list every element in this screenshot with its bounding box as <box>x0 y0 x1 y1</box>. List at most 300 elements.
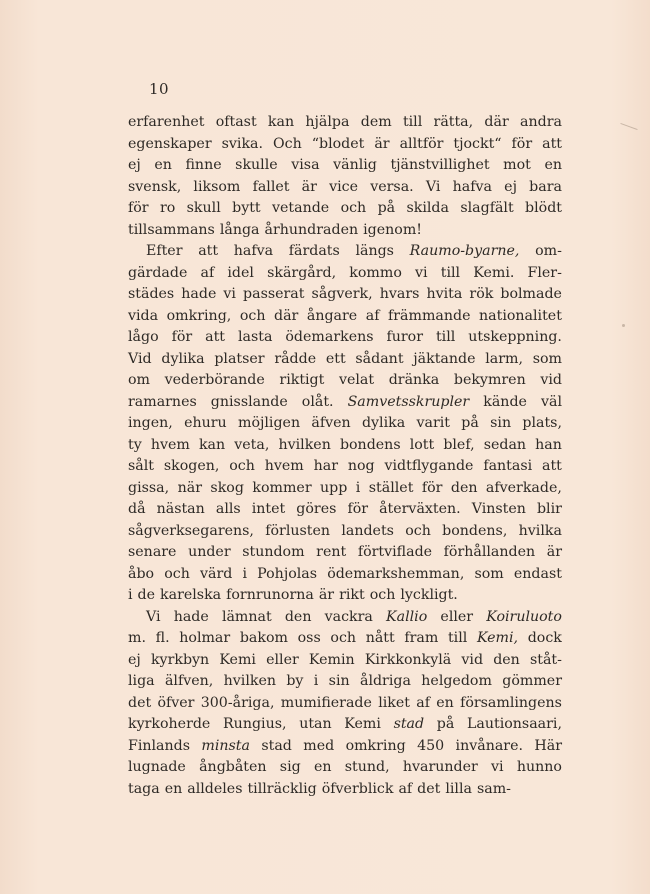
word: vid <box>461 651 484 668</box>
word: senare <box>128 544 177 560</box>
text-line <box>128 779 562 801</box>
word: lågo <box>128 329 159 345</box>
word: hvars <box>379 286 420 302</box>
word: en <box>436 694 454 711</box>
word: Och <box>273 135 302 152</box>
word: att <box>205 329 226 345</box>
word: kan <box>198 436 226 453</box>
word: ståt- <box>529 651 562 668</box>
word: bekymren <box>453 372 526 388</box>
text-line <box>128 456 562 478</box>
word: är <box>546 544 562 560</box>
text-line <box>128 392 562 414</box>
word: ödemarkshemman, <box>327 565 465 582</box>
word: kommer <box>252 479 312 496</box>
word: vi <box>415 264 428 281</box>
word: m. <box>128 630 146 646</box>
word: alls <box>215 501 241 517</box>
word: blir <box>536 501 562 517</box>
text-line <box>128 112 562 134</box>
word: den <box>284 608 312 625</box>
word: vackra <box>324 608 373 625</box>
word: i <box>313 673 319 689</box>
word: slagfält <box>460 200 514 216</box>
word: idel <box>227 264 254 281</box>
text-line <box>128 564 562 586</box>
word: af <box>398 780 413 797</box>
word: rådde <box>274 350 317 367</box>
word: stundom <box>242 544 305 560</box>
word: att <box>198 243 219 259</box>
word: eller <box>440 608 474 625</box>
word: karelska <box>160 587 222 603</box>
word: egenskaper <box>128 135 212 152</box>
word: by <box>286 673 304 689</box>
word: för <box>421 479 443 496</box>
word: för <box>347 501 369 517</box>
word: liket <box>378 694 410 711</box>
word: sålt <box>128 458 154 474</box>
word: tjänstvillighet <box>390 157 490 173</box>
word: vetande <box>272 200 330 216</box>
word: fram <box>404 630 439 646</box>
word: gissa, <box>128 479 170 496</box>
word: och <box>229 458 255 474</box>
text-line <box>128 370 562 392</box>
word: han <box>535 436 562 453</box>
word: landets <box>341 522 394 539</box>
word: fornrunorna <box>226 587 314 603</box>
word: en <box>154 157 172 173</box>
word: sin <box>490 415 512 431</box>
word: Samvetsskrupler <box>347 393 470 410</box>
word: ro <box>159 200 176 216</box>
word: den <box>493 651 520 668</box>
word: till <box>447 630 468 646</box>
word: ej <box>128 651 141 668</box>
word: och <box>164 565 190 582</box>
word: ödemarkens <box>285 329 374 345</box>
word: nationalitet <box>479 307 562 324</box>
word: rätta, <box>433 114 474 130</box>
word: det <box>417 780 441 797</box>
word: sådant <box>355 350 404 367</box>
word: till <box>435 329 456 345</box>
word: erfarenhet <box>128 114 205 130</box>
word: Kemi <box>219 651 256 668</box>
word: en <box>544 157 562 173</box>
word: lugnade <box>128 759 186 775</box>
text-line <box>128 736 562 758</box>
word: lott <box>409 436 435 453</box>
word: Finlands <box>128 737 191 754</box>
word: igenom! <box>363 221 422 238</box>
word: utan <box>299 716 332 732</box>
word: minsta <box>201 737 250 754</box>
word: Lautionsaari, <box>467 716 562 732</box>
word: alltför <box>399 135 444 152</box>
word: älfven, <box>164 673 214 689</box>
word: platser <box>214 350 265 367</box>
word: Kemin <box>308 651 355 668</box>
word: öfverblick <box>321 780 394 797</box>
word: öfver <box>157 694 195 711</box>
word: kan <box>267 114 295 130</box>
word: veta, <box>234 436 270 453</box>
word: Kemi <box>344 716 381 732</box>
word: på <box>436 716 455 732</box>
word: Pohjolas <box>257 565 318 582</box>
word: bolmade <box>500 286 562 302</box>
word: då <box>128 501 146 517</box>
text-line <box>128 757 562 779</box>
word: omkring, <box>166 307 232 324</box>
text-line <box>128 327 562 349</box>
word: som <box>474 565 504 582</box>
word: sin <box>328 673 350 689</box>
word: vida <box>128 307 159 324</box>
word: af <box>365 307 380 324</box>
word: ångbåten <box>199 759 267 775</box>
word: alldeles <box>187 780 243 797</box>
word: nästan <box>156 501 205 517</box>
word: stället <box>368 479 414 496</box>
text-line <box>128 499 562 521</box>
word: färdats <box>288 243 340 259</box>
word: ångare <box>306 307 358 324</box>
paper-speck <box>622 324 625 327</box>
word: oftast <box>215 114 257 130</box>
word: att <box>542 135 562 152</box>
word: Efter <box>146 243 183 259</box>
word: Vid <box>128 350 152 367</box>
word: för <box>511 135 533 152</box>
word: förhållanden <box>443 544 536 560</box>
word: gömmer <box>502 673 562 689</box>
word: nått <box>365 630 395 646</box>
word: ej <box>504 178 517 195</box>
word: vice <box>329 178 359 195</box>
word: larm, <box>485 350 523 367</box>
text-line <box>128 628 562 650</box>
word: Kallio <box>386 608 428 625</box>
word: på <box>377 200 396 216</box>
word: skogen, <box>163 458 220 474</box>
word: fantasi <box>483 458 533 474</box>
word: Koiruluoto <box>486 608 562 625</box>
word: Kemi, <box>476 630 519 646</box>
text-line <box>128 478 562 500</box>
text-line <box>128 521 562 543</box>
word: 300-åriga, <box>200 694 275 711</box>
word: städes <box>128 286 175 302</box>
text-line <box>128 263 562 285</box>
word: till <box>440 264 461 281</box>
word: endast <box>513 565 562 582</box>
word: kyrkoherde <box>128 716 211 732</box>
word: upp <box>320 479 348 496</box>
word: kände <box>483 393 527 410</box>
word: omkring <box>345 737 406 754</box>
word: varit <box>416 415 450 431</box>
word: för <box>128 200 149 216</box>
word: 450 <box>417 737 445 754</box>
word: där <box>484 114 509 130</box>
word: rök <box>469 286 494 302</box>
text-line <box>128 220 562 242</box>
word: hjälpa <box>305 114 350 130</box>
word: vederbörande <box>164 372 265 388</box>
word: oss <box>297 630 321 646</box>
word: andra <box>520 114 562 130</box>
word: århundraden <box>264 221 359 238</box>
word: skilda <box>406 200 449 216</box>
word: lilla <box>445 780 472 797</box>
word: församlingens <box>460 694 562 711</box>
text-line <box>128 413 562 435</box>
word: skog <box>210 479 244 496</box>
word: skull <box>186 200 221 216</box>
word: är <box>374 135 390 152</box>
word: ramarnes <box>128 393 197 410</box>
word: skulle <box>235 157 278 173</box>
word: kyrkbyn <box>150 651 210 668</box>
word: tjockt“ <box>453 135 502 152</box>
word: i <box>128 587 133 603</box>
word: hunno <box>516 759 562 775</box>
word: och <box>330 630 357 646</box>
word: en <box>164 780 183 797</box>
text-line <box>128 241 562 263</box>
word: stund, <box>344 759 390 775</box>
word: vänlig <box>333 157 377 173</box>
text-line <box>128 671 562 693</box>
word: invånare. <box>455 737 523 754</box>
text-line <box>128 134 562 156</box>
word: Här <box>534 737 562 754</box>
word: det <box>128 694 152 711</box>
word: finne <box>185 157 222 173</box>
word: och <box>369 587 396 603</box>
word: och <box>405 522 431 539</box>
word: främmande <box>388 307 471 324</box>
word: kommo <box>349 264 402 281</box>
word: tillräcklig <box>247 780 317 797</box>
word: gnisslande <box>210 393 288 410</box>
word: vi <box>223 286 236 302</box>
word: ingen, <box>128 415 173 431</box>
word: har <box>313 458 338 474</box>
word: jäktande <box>413 350 476 367</box>
word: Fler- <box>527 264 562 281</box>
word: plats, <box>522 415 562 431</box>
text-line <box>128 177 562 199</box>
word: ej <box>128 157 141 173</box>
word: ty <box>128 436 142 453</box>
word: Kemi. <box>473 264 515 281</box>
word: svensk, <box>128 178 182 195</box>
word: bondens <box>339 436 401 453</box>
word: längs <box>355 243 394 259</box>
word: när <box>177 479 202 496</box>
word: hvem <box>150 436 190 453</box>
text-line <box>128 284 562 306</box>
word: af <box>416 694 430 711</box>
word: sig <box>279 759 301 775</box>
word: fl. <box>155 630 170 646</box>
paper-blemish <box>620 123 637 130</box>
word: en <box>313 759 332 775</box>
word: bakom <box>239 630 288 646</box>
word: möjligen <box>238 415 301 431</box>
word: med <box>303 737 335 754</box>
word: bondens, <box>442 522 508 539</box>
word: riktigt <box>279 372 325 388</box>
word: afverkade, <box>485 479 562 496</box>
word: och <box>340 200 367 216</box>
word: värd <box>200 565 233 582</box>
word: i <box>242 565 248 582</box>
word: intet <box>251 501 286 517</box>
text-line <box>128 650 562 672</box>
word: om- <box>535 243 562 259</box>
word: hvita <box>426 286 463 302</box>
word: bara <box>529 178 562 195</box>
word: för <box>171 329 193 345</box>
word: på <box>461 415 479 431</box>
word: “blodet <box>311 135 365 152</box>
word: liga <box>128 673 155 689</box>
word: hafva <box>233 243 274 259</box>
word: af <box>200 264 215 281</box>
word: är <box>318 587 335 603</box>
word: dränka <box>388 372 440 388</box>
word: som <box>532 350 562 367</box>
text-line <box>128 349 562 371</box>
word: äfven <box>311 415 351 431</box>
word: göres <box>296 501 337 517</box>
word: de <box>137 587 156 603</box>
word: åbo <box>128 565 155 582</box>
word: rikt <box>339 587 365 603</box>
word: hvilken <box>223 673 276 689</box>
word: sam- <box>476 780 511 797</box>
word: skärgård, <box>267 264 337 281</box>
word: är <box>301 178 317 195</box>
word: lyckligt. <box>400 587 458 603</box>
word: hvilken <box>278 436 331 453</box>
text-line <box>128 435 562 457</box>
word: dock <box>527 630 562 646</box>
text-line <box>128 198 562 220</box>
word: hade <box>181 286 217 302</box>
word: lämnat <box>221 608 272 625</box>
word: under <box>188 544 231 560</box>
word: sågverk, <box>311 286 373 302</box>
word: hvem <box>264 458 304 474</box>
word: Vi <box>425 178 441 195</box>
word: rent <box>316 544 347 560</box>
word: olåt. <box>301 393 334 410</box>
word: versa. <box>370 178 414 195</box>
word: hade <box>173 608 209 625</box>
word: och <box>239 307 266 324</box>
word: i <box>355 479 361 496</box>
word: holmar <box>179 630 231 646</box>
word: visa <box>291 157 320 173</box>
text-line <box>128 306 562 328</box>
text-line <box>128 607 562 629</box>
word: liksom <box>193 178 241 195</box>
word: där <box>274 307 299 324</box>
word: mumifierade <box>280 694 372 711</box>
word: Raumo-byarne, <box>409 243 520 259</box>
word: till <box>402 114 423 130</box>
word: förlusten <box>265 522 331 539</box>
word: hafva <box>452 178 492 195</box>
word: vidtflygande <box>384 458 474 474</box>
word: ehuru <box>184 415 227 431</box>
word: nog <box>347 458 375 474</box>
word: furor <box>386 329 423 345</box>
word: ett <box>325 350 346 367</box>
word: blödt <box>525 200 562 216</box>
word: väl <box>540 393 562 410</box>
body-text <box>128 112 562 800</box>
word: svika. <box>221 135 264 152</box>
word: velat <box>338 372 375 388</box>
text-line <box>128 585 562 607</box>
word: lasta <box>237 329 273 345</box>
word: mot <box>503 157 531 173</box>
word: taga <box>128 780 160 797</box>
word: passerat <box>243 286 305 302</box>
word: Vinsten <box>471 501 526 517</box>
word: sedan <box>483 436 527 453</box>
word: dylika <box>361 415 406 431</box>
word: åldriga <box>359 673 411 689</box>
word: långa <box>219 221 260 238</box>
word: den <box>450 479 478 496</box>
word: att <box>542 458 562 474</box>
word: stad <box>261 737 292 754</box>
word: dem <box>360 114 392 130</box>
word: stad <box>393 716 425 732</box>
word: återväxten. <box>379 501 461 517</box>
word: fallet <box>252 178 290 195</box>
word: vi <box>491 759 504 775</box>
word: vid <box>540 372 562 388</box>
text-line <box>128 155 562 177</box>
word: bytt <box>232 200 261 216</box>
text-line <box>128 542 562 564</box>
word: om <box>128 372 150 388</box>
word: hvilka <box>518 522 562 539</box>
word: dylika <box>161 350 205 367</box>
word: utskeppning. <box>468 329 562 345</box>
word: förtviflade <box>357 544 433 560</box>
word: gärdade <box>128 264 188 281</box>
word: tillsammans <box>128 221 215 238</box>
word: sågverksegarens, <box>128 522 254 539</box>
word: Kirkkonkylä <box>364 651 452 668</box>
word: helgedom <box>421 673 492 689</box>
word: blef, <box>443 436 475 453</box>
word: eller <box>266 651 299 668</box>
word: Rungius, <box>223 716 287 732</box>
text-line <box>128 714 562 736</box>
text-line <box>128 693 562 715</box>
